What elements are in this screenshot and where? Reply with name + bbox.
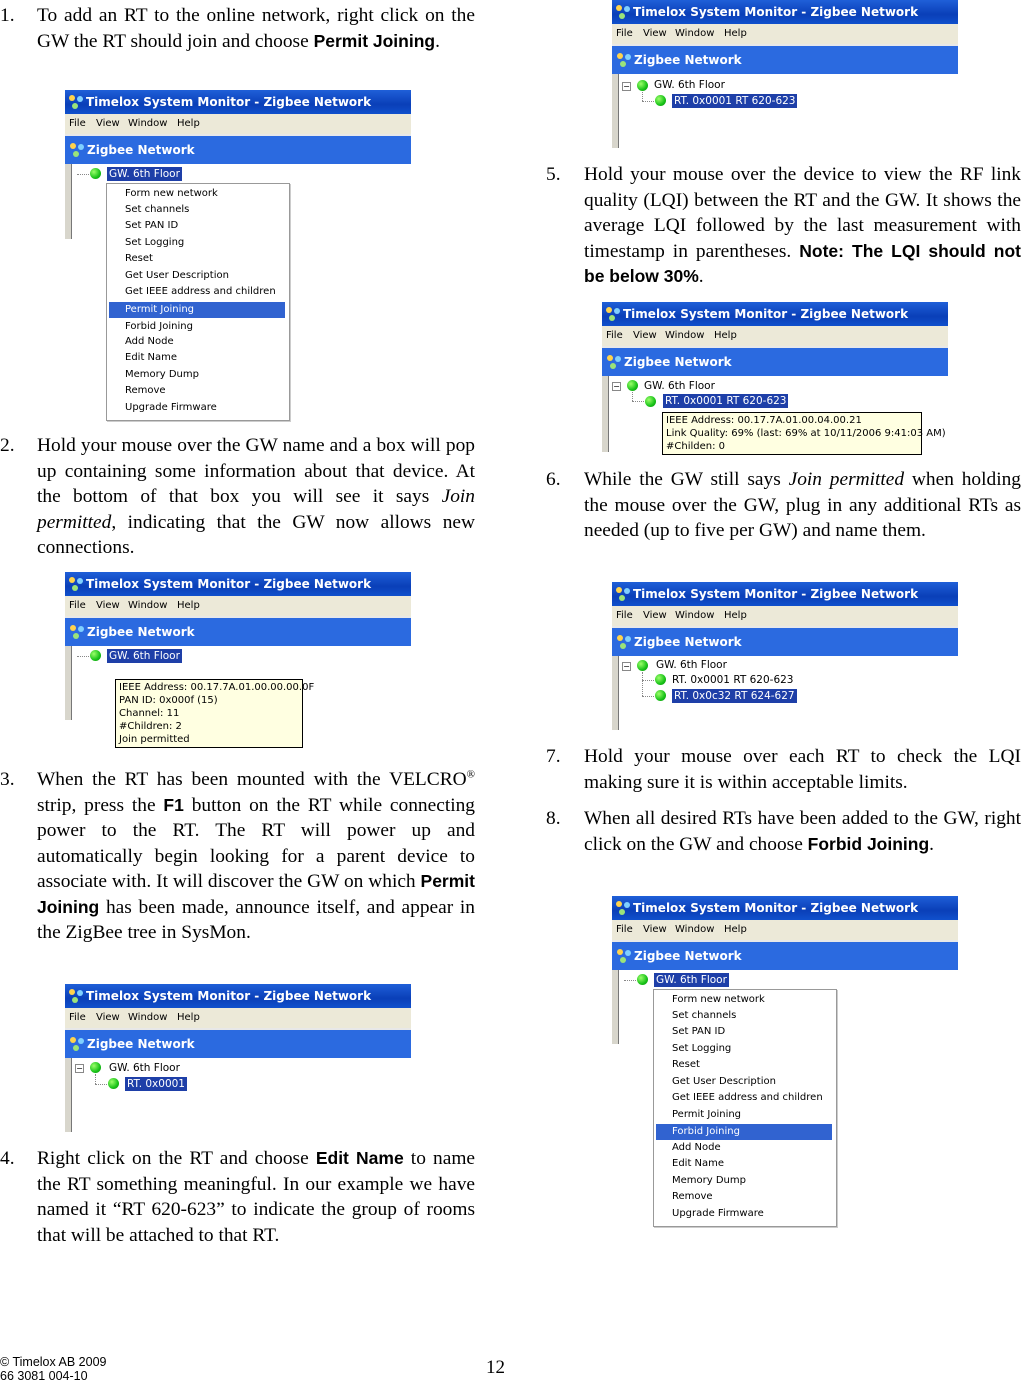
menu-item-add-node[interactable]: Add Node bbox=[125, 336, 174, 347]
menu-item-edit-name[interactable]: Edit Name bbox=[672, 1158, 725, 1169]
menu-bar bbox=[612, 24, 958, 44]
menu-item-permit-joining[interactable]: Permit Joining bbox=[109, 302, 285, 318]
step-number: 1. bbox=[0, 5, 15, 26]
menu-view[interactable]: View bbox=[643, 28, 667, 39]
tree-node-rt[interactable]: RT. 0x0001 RT 620-623 bbox=[665, 395, 787, 407]
screenshot-permit-joining bbox=[65, 90, 411, 420]
menu-help[interactable]: Help bbox=[177, 118, 200, 129]
menu-bar bbox=[612, 606, 958, 626]
screenshot-multiple-rts bbox=[612, 582, 958, 730]
network-panel-header: Zigbee Network bbox=[65, 134, 411, 164]
network-icon bbox=[616, 948, 632, 964]
status-dot-icon bbox=[645, 396, 656, 407]
menu-item-set-channels[interactable]: Set channels bbox=[672, 1010, 737, 1021]
menu-view[interactable]: View bbox=[96, 600, 120, 611]
step-text: Hold your mouse over each RT to check the LQI making sure it is within acceptable limits. bbox=[584, 746, 1021, 793]
step-text: Hold your mouse over the GW name and a box will pop up containing some information about that device. At the bottom of that box you will see it says Join permitted, indicating that the GW now allows new connections. bbox=[37, 435, 475, 558]
step-2 bbox=[0, 433, 476, 561]
menu-item-set-pan-id[interactable]: Set PAN ID bbox=[672, 1026, 726, 1037]
menu-item-set-logging[interactable]: Set Logging bbox=[672, 1043, 732, 1054]
context-menu bbox=[653, 989, 837, 1227]
tree-node-gw[interactable]: GW. 6th Floor bbox=[644, 380, 715, 392]
menu-window[interactable]: Window bbox=[675, 610, 715, 621]
menu-help[interactable]: Help bbox=[714, 330, 737, 341]
menu-bar bbox=[602, 326, 948, 346]
status-dot-icon bbox=[90, 1062, 101, 1073]
menu-window[interactable]: Window bbox=[675, 924, 715, 935]
network-app-icon bbox=[605, 306, 621, 322]
tree-node-gw[interactable]: GW. 6th Floor bbox=[656, 974, 727, 986]
network-icon bbox=[616, 634, 632, 650]
menu-file[interactable]: File bbox=[606, 330, 623, 341]
screenshot-rt-lqi bbox=[602, 302, 948, 452]
tree-node-gw[interactable]: GW. 6th Floor bbox=[656, 659, 727, 671]
step-text: Right click on the RT and choose Edit Name to name the RT something meaningful. In our example we have named it “RT 620-623” to indicate the group of rooms that will be attached to that RT. bbox=[37, 1148, 476, 1246]
tree-border bbox=[612, 74, 619, 148]
step-number: 6. bbox=[546, 469, 561, 490]
network-icon bbox=[69, 142, 85, 158]
network-panel-header: Zigbee Network bbox=[612, 626, 958, 656]
menu-view[interactable]: View bbox=[633, 330, 657, 341]
tree-node-gw[interactable]: GW. 6th Floor bbox=[109, 1062, 180, 1074]
menu-view[interactable]: View bbox=[643, 924, 667, 935]
menu-item-set-logging[interactable]: Set Logging bbox=[125, 237, 185, 248]
screenshot-rt-added bbox=[65, 984, 411, 1132]
menu-item-form-new-network[interactable]: Form new network bbox=[125, 188, 218, 199]
window-titlebar: Timelox System Monitor - Zigbee Network bbox=[602, 302, 948, 326]
step-7 bbox=[546, 744, 1022, 796]
menu-item-upgrade-firmware[interactable]: Upgrade Firmware bbox=[672, 1208, 764, 1219]
screenshot-forbid-joining bbox=[612, 896, 958, 1226]
footer bbox=[0, 1355, 107, 1383]
menu-item-upgrade-firmware[interactable]: Upgrade Firmware bbox=[125, 402, 217, 413]
collapse-icon[interactable]: − bbox=[613, 382, 620, 391]
menu-bar bbox=[65, 596, 411, 616]
network-app-icon bbox=[68, 94, 84, 110]
step-number: 5. bbox=[546, 164, 561, 185]
window-titlebar: Timelox System Monitor - Zigbee Network bbox=[612, 0, 958, 24]
menu-item-reset[interactable]: Reset bbox=[672, 1059, 700, 1070]
status-dot-icon bbox=[637, 660, 648, 671]
status-dot-icon bbox=[655, 690, 666, 701]
tree-border bbox=[612, 656, 619, 730]
menu-bar bbox=[65, 1008, 411, 1028]
menu-help[interactable]: Help bbox=[724, 924, 747, 935]
context-menu bbox=[106, 183, 290, 421]
window-titlebar: Timelox System Monitor - Zigbee Network bbox=[65, 572, 411, 596]
menu-item-remove[interactable]: Remove bbox=[672, 1191, 713, 1202]
document-number: 66 3081 004-10 bbox=[0, 1369, 88, 1383]
menu-window[interactable]: Window bbox=[128, 118, 168, 129]
network-icon bbox=[69, 1036, 85, 1052]
menu-view[interactable]: View bbox=[643, 610, 667, 621]
screenshot-gw-tooltip bbox=[65, 572, 411, 748]
status-dot-icon bbox=[90, 168, 101, 179]
network-app-icon bbox=[68, 576, 84, 592]
menu-item-set-channels[interactable]: Set channels bbox=[125, 204, 190, 215]
tree-node-gw[interactable]: GW. 6th Floor bbox=[109, 650, 180, 662]
step-number: 7. bbox=[546, 746, 561, 767]
menu-file[interactable]: File bbox=[69, 118, 86, 129]
screenshot-rt-named bbox=[612, 0, 958, 148]
menu-item-reset[interactable]: Reset bbox=[125, 253, 153, 264]
menu-window[interactable]: Window bbox=[675, 28, 715, 39]
step-text: When the RT has been mounted with the VELCRO® strip, press the F1 button on the RT while connecting power to the RT. The RT will power up and automatically begin looking for a parent device to associate with. It will discover the GW on which Permit Joining has been made, announce itself, and appear in the ZigBee tree in SysMon. bbox=[37, 768, 476, 943]
step-text: When all desired RTs have been added to the GW, right click on the GW and choose Forbid Joining. bbox=[584, 808, 1021, 855]
step-number: 4. bbox=[0, 1148, 15, 1169]
menu-item-get-ieee-address[interactable]: Get IEEE address and children bbox=[125, 286, 276, 297]
page-number: 12 bbox=[486, 1357, 505, 1378]
network-app-icon bbox=[615, 4, 631, 20]
network-panel-header: Zigbee Network bbox=[612, 44, 958, 74]
step-8 bbox=[546, 806, 1022, 884]
menu-item-permit-joining[interactable]: Permit Joining bbox=[672, 1109, 742, 1120]
tree-node-gw[interactable]: GW. 6th Floor bbox=[109, 168, 180, 180]
menu-window[interactable]: Window bbox=[665, 330, 705, 341]
network-panel-header: Zigbee Network bbox=[612, 940, 958, 970]
step-text: While the GW still says Join permitted when holding the mouse over the GW, plug in any additional RTs as needed (up to five per GW) and name them. bbox=[584, 469, 1021, 541]
step-4 bbox=[0, 1146, 476, 1274]
collapse-icon[interactable]: − bbox=[623, 662, 630, 671]
network-panel-header: Zigbee Network bbox=[602, 346, 948, 376]
tree-border bbox=[612, 970, 619, 1044]
status-dot-icon bbox=[627, 380, 638, 391]
menu-view[interactable]: View bbox=[96, 118, 120, 129]
window-titlebar: Timelox System Monitor - Zigbee Network bbox=[612, 582, 958, 606]
menu-view[interactable]: View bbox=[96, 1012, 120, 1023]
menu-window[interactable]: Window bbox=[128, 1012, 168, 1023]
menu-help[interactable]: Help bbox=[177, 600, 200, 611]
step-number: 2. bbox=[0, 435, 15, 456]
status-dot-icon bbox=[90, 650, 101, 661]
tree-node-rt[interactable]: RT. 0x0001 RT 620-623 bbox=[674, 95, 796, 107]
menu-file[interactable]: File bbox=[616, 610, 633, 621]
step-6 bbox=[546, 467, 1022, 569]
menu-item-form-new-network[interactable]: Form new network bbox=[672, 994, 765, 1005]
network-icon bbox=[69, 624, 85, 640]
collapse-icon[interactable]: − bbox=[76, 1064, 83, 1073]
menu-item-forbid-joining[interactable]: Forbid Joining bbox=[125, 321, 193, 332]
tree-node-rt[interactable]: RT. 0x0001 bbox=[127, 1078, 185, 1090]
tree-node-gw[interactable]: GW. 6th Floor bbox=[654, 79, 725, 91]
menu-bar bbox=[65, 114, 411, 134]
step-number: 3. bbox=[0, 769, 15, 790]
tree-border bbox=[602, 376, 609, 452]
network-icon bbox=[616, 52, 632, 68]
window-titlebar: Timelox System Monitor - Zigbee Network bbox=[65, 90, 411, 114]
menu-item-get-user-description[interactable]: Get User Description bbox=[672, 1076, 776, 1087]
network-icon bbox=[606, 354, 622, 370]
network-panel-header: Zigbee Network bbox=[65, 1028, 411, 1058]
menu-item-remove[interactable]: Remove bbox=[125, 385, 166, 396]
menu-file[interactable]: File bbox=[616, 28, 633, 39]
network-panel-header: Zigbee Network bbox=[65, 616, 411, 646]
menu-item-add-node[interactable]: Add Node bbox=[672, 1142, 721, 1153]
step-text: Hold your mouse over the device to view the RF link quality (LQI) between the RT and the GW. It shows the average LQI followed by the last measurement with timestamp in parentheses. Note: The LQI should not be below 30%. bbox=[584, 164, 1021, 287]
menu-item-get-ieee-address[interactable]: Get IEEE address and children bbox=[672, 1092, 823, 1103]
status-dot-icon bbox=[655, 674, 666, 685]
step-5 bbox=[546, 162, 1022, 290]
step-text: To add an RT to the online network, right click on the GW the RT should join and choose Permit Joining. bbox=[37, 5, 475, 52]
window-titlebar: Timelox System Monitor - Zigbee Network bbox=[65, 984, 411, 1008]
menu-window[interactable]: Window bbox=[128, 600, 168, 611]
status-dot-icon bbox=[637, 974, 648, 985]
menu-item-memory-dump[interactable]: Memory Dump bbox=[125, 369, 199, 380]
menu-file[interactable]: File bbox=[616, 924, 633, 935]
menu-item-get-user-description[interactable]: Get User Description bbox=[125, 270, 229, 281]
tree-node-rt[interactable]: RT. 0x0001 RT 620-623 bbox=[672, 674, 794, 686]
menu-file[interactable]: File bbox=[69, 1012, 86, 1023]
tree-border bbox=[65, 646, 72, 720]
window-titlebar: Timelox System Monitor - Zigbee Network bbox=[612, 896, 958, 920]
menu-item-edit-name[interactable]: Edit Name bbox=[125, 352, 178, 363]
tree-border bbox=[65, 1058, 72, 1132]
menu-help[interactable]: Help bbox=[177, 1012, 200, 1023]
menu-file[interactable]: File bbox=[69, 600, 86, 611]
step-3 bbox=[0, 767, 476, 972]
step-1 bbox=[0, 3, 476, 79]
tree-border bbox=[65, 164, 72, 239]
network-app-icon bbox=[615, 900, 631, 916]
collapse-icon[interactable]: − bbox=[623, 82, 630, 91]
step-number: 8. bbox=[546, 808, 561, 829]
gw-info-tooltip: IEEE Address: 00.17.7A.01.00.00.00.0F PAN ID: 0x000f (15) Channel: 11 #Children: 2 Join permitted bbox=[115, 679, 303, 748]
copyright: © Timelox AB 2009 bbox=[0, 1355, 107, 1369]
status-dot-icon bbox=[108, 1078, 119, 1089]
menu-help[interactable]: Help bbox=[724, 28, 747, 39]
network-app-icon bbox=[615, 586, 631, 602]
menu-item-forbid-joining[interactable]: Forbid Joining bbox=[656, 1124, 832, 1140]
network-app-icon bbox=[68, 988, 84, 1004]
menu-item-memory-dump[interactable]: Memory Dump bbox=[672, 1175, 746, 1186]
menu-bar bbox=[612, 920, 958, 940]
menu-help[interactable]: Help bbox=[724, 610, 747, 621]
menu-item-set-pan-id[interactable]: Set PAN ID bbox=[125, 220, 179, 231]
rt-info-tooltip: IEEE Address: 00.17.7A.01.00.04.00.21 Link Quality: 69% (last: 69% at 10/11/2006 9:41:03 AM) #Childen: 0 bbox=[662, 412, 922, 455]
status-dot-icon bbox=[637, 80, 648, 91]
tree-node-rt-second[interactable]: RT. 0x0c32 RT 624-627 bbox=[674, 690, 795, 702]
status-dot-icon bbox=[655, 95, 666, 106]
